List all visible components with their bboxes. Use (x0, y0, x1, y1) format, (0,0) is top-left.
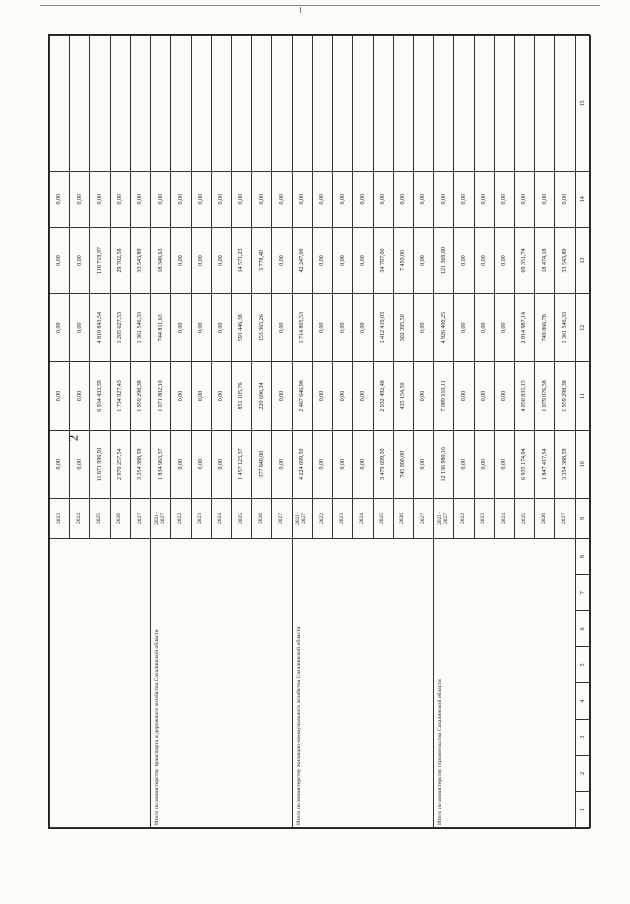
amount-cell-11: 0,00 (272, 362, 292, 430)
amount-cell-13: 0,00 (50, 227, 70, 293)
amount-cell-10: 0,00 (474, 430, 494, 498)
column-15-cell (434, 36, 454, 172)
amount-cell-14: 0,00 (292, 171, 312, 227)
amount-cell-10: 3 354 388,59 (130, 430, 150, 498)
amount-cell-13: 69 351,74 (515, 227, 535, 293)
column-number-15: 15 (575, 36, 590, 172)
amount-cell-11: 0,00 (191, 362, 211, 430)
amount-cell-14: 0,00 (474, 171, 494, 227)
year-cell: 2023 (191, 498, 211, 538)
amount-cell-12: 2 814 987,14 (515, 294, 535, 362)
amount-cell-12: 0,00 (70, 294, 90, 362)
amount-cell-13: 0,00 (191, 227, 211, 293)
amount-cell-14: 0,00 (353, 171, 373, 227)
amount-cell-12: 0,00 (333, 294, 353, 362)
amount-cell-10: 745 000,00 (393, 430, 413, 498)
year-cell: 2024 (353, 498, 373, 538)
amount-cell-13: 18 349,63 (151, 227, 171, 293)
column-15-cell (494, 36, 514, 172)
amount-cell-11: 0,00 (494, 362, 514, 430)
amount-cell-14: 0,00 (373, 171, 393, 227)
amount-cell-12: 0,00 (494, 294, 514, 362)
column-15-cell (70, 36, 90, 172)
budget-table-sheet (48, 34, 590, 829)
amount-cell-10: 6 935 174,04 (515, 430, 535, 498)
amount-cell-13: 0,00 (211, 227, 231, 293)
amount-cell-13: 121 369,80 (434, 227, 454, 293)
table-row (151, 36, 171, 828)
amount-cell-13: 0,00 (70, 227, 90, 293)
amount-cell-13: 0,00 (454, 227, 474, 293)
amount-cell-14: 0,00 (515, 171, 535, 227)
amount-cell-12: 0,00 (50, 294, 70, 362)
amount-cell-14: 0,00 (434, 171, 454, 227)
amount-cell-10: 0,00 (272, 430, 292, 498)
year-cell: 2023 (50, 498, 70, 538)
year-cell: 2026 (110, 498, 130, 538)
amount-cell-11: 7 089 210,11 (434, 362, 454, 430)
amount-cell-12: 0,00 (272, 294, 292, 362)
rotated-table-container (49, 35, 589, 828)
amount-cell-12: 153 365,26 (252, 294, 272, 362)
year-cell: 2026 (535, 498, 555, 538)
amount-cell-10: 0,00 (312, 430, 332, 498)
amount-cell-11: 0,00 (171, 362, 191, 430)
amount-cell-12: 0,00 (312, 294, 332, 362)
amount-cell-14: 0,00 (151, 171, 171, 227)
amount-cell-14: 0,00 (393, 171, 413, 227)
year-cell: 2024 (211, 498, 231, 538)
page-number: 2 (65, 434, 81, 442)
year-cell: 2027 (413, 498, 433, 538)
column-15-cell (252, 36, 272, 172)
amount-cell-14: 0,00 (272, 171, 292, 227)
amount-cell-14: 0,00 (413, 171, 433, 227)
amount-cell-11: 1 079 076,58 (535, 362, 555, 430)
column-number-11: 11 (575, 362, 590, 430)
column-15-cell (272, 36, 292, 172)
amount-cell-11: 4 050 835,15 (515, 362, 535, 430)
amount-cell-11: 1 959 298,38 (555, 362, 575, 430)
amount-cell-12: 1 714 805,53 (292, 294, 312, 362)
amount-cell-14: 0,00 (333, 171, 353, 227)
amount-cell-10: 1 457 123,37 (231, 430, 251, 498)
column-number-12: 12 (575, 294, 590, 362)
column-number-2: 2 (575, 755, 590, 791)
amount-cell-10: 0,00 (333, 430, 353, 498)
amount-cell-13: 29 702,58 (110, 227, 130, 293)
amount-cell-10: 12 136 980,16 (434, 430, 454, 498)
amount-cell-14: 0,00 (454, 171, 474, 227)
amount-cell-13: 3 778,40 (252, 227, 272, 293)
column-15-cell (515, 36, 535, 172)
year-cell: 2021- 2027 (434, 498, 454, 538)
year-cell: 2026 (252, 498, 272, 538)
column-15-cell (312, 36, 332, 172)
amount-cell-10: 0,00 (211, 430, 231, 498)
amount-cell-12: 591 446,38 (231, 294, 251, 362)
column-number-3: 3 (575, 719, 590, 755)
amount-cell-11: 435 154,50 (393, 362, 413, 430)
year-cell: 2021- 2027 (151, 498, 171, 538)
column-15-cell (393, 36, 413, 172)
amount-cell-11: 0,00 (50, 362, 70, 430)
section-continuation-cell (50, 539, 151, 828)
amount-cell-12: 0,00 (353, 294, 373, 362)
column-15-cell (151, 36, 171, 172)
year-cell: 2023 (333, 498, 353, 538)
amount-cell-11: 0,00 (413, 362, 433, 430)
amount-cell-13: 0,00 (171, 227, 191, 293)
column-15-cell (110, 36, 130, 172)
year-cell: 2022 (454, 498, 474, 538)
amount-cell-14: 0,00 (312, 171, 332, 227)
amount-cell-10: 377 840,00 (252, 430, 272, 498)
amount-cell-14: 0,00 (211, 171, 231, 227)
amount-cell-11: 6 934 433,39 (90, 362, 110, 430)
table-row (434, 36, 454, 828)
amount-cell-10: 0,00 (494, 430, 514, 498)
amount-cell-12: 0,00 (191, 294, 211, 362)
amount-cell-10: 1 847 417,54 (535, 430, 555, 498)
budget-table (49, 35, 591, 828)
year-cell: 2027 (555, 498, 575, 538)
column-15-cell (171, 36, 191, 172)
year-cell: 2025 (231, 498, 251, 538)
amount-cell-14: 0,00 (555, 171, 575, 227)
column-number-4: 4 (575, 683, 590, 719)
amount-cell-11: 2 467 646,98 (292, 362, 312, 430)
amount-cell-14: 0,00 (494, 171, 514, 227)
amount-cell-13: 18 474,18 (535, 227, 555, 293)
amount-cell-10: 3 479 699,50 (373, 430, 393, 498)
amount-cell-12: 744 811,63 (151, 294, 171, 362)
column-number-5: 5 (575, 647, 590, 683)
amount-cell-10: 2 970 257,54 (110, 430, 130, 498)
amount-cell-10: 0,00 (413, 430, 433, 498)
section-total-label: Итого по министерству строительства Сахалинской области (434, 539, 576, 828)
amount-cell-14: 0,00 (252, 171, 272, 227)
scan-tick-mark (300, 7, 301, 13)
amount-cell-10: 0,00 (171, 430, 191, 498)
amount-cell-11: 0,00 (333, 362, 353, 430)
column-15-cell (50, 36, 70, 172)
amount-cell-11: 1 734 927,43 (110, 362, 130, 430)
column-15-cell (231, 36, 251, 172)
column-15-cell (333, 36, 353, 172)
amount-cell-12: 0,00 (211, 294, 231, 362)
amount-cell-10: 0,00 (191, 430, 211, 498)
year-cell: 2025 (373, 498, 393, 538)
column-number-9: 9 (575, 498, 590, 538)
amount-cell-13: 42 247,00 (292, 227, 312, 293)
amount-cell-12: 0,00 (474, 294, 494, 362)
column-number-14: 14 (575, 171, 590, 227)
amount-cell-13: 0,00 (494, 227, 514, 293)
column-number-8: 8 (575, 539, 590, 575)
column-15-cell (191, 36, 211, 172)
amount-cell-14: 0,00 (535, 171, 555, 227)
column-15-cell (373, 36, 393, 172)
amount-cell-13: 0,00 (474, 227, 494, 293)
amount-cell-11: 1 071 802,10 (151, 362, 171, 430)
amount-cell-13: 118 719,97 (90, 227, 110, 293)
amount-cell-12: 1 205 627,53 (110, 294, 130, 362)
column-15-cell (130, 36, 150, 172)
year-cell: 2022 (171, 498, 191, 538)
amount-cell-11: 0,00 (70, 362, 90, 430)
amount-cell-12: 0,00 (171, 294, 191, 362)
year-cell: 2025 (515, 498, 535, 538)
amount-cell-14: 0,00 (231, 171, 251, 227)
amount-cell-11: 1 959 298,38 (130, 362, 150, 430)
year-cell: 2026 (393, 498, 413, 538)
year-cell: 2021- 2027 (292, 498, 312, 538)
amount-cell-10: 0,00 (50, 430, 70, 498)
year-cell: 2022 (312, 498, 332, 538)
amount-cell-14: 0,00 (50, 171, 70, 227)
table-body (50, 36, 591, 828)
amount-cell-12: 749 866,78 (535, 294, 555, 362)
amount-cell-14: 0,00 (90, 171, 110, 227)
column-15-cell (555, 36, 575, 172)
amount-cell-12: 4 818 843,54 (90, 294, 110, 362)
column-number-10: 10 (575, 430, 590, 498)
amount-cell-11: 0,00 (211, 362, 231, 430)
year-cell: 2023 (474, 498, 494, 538)
amount-cell-11: 0,00 (353, 362, 373, 430)
amount-cell-14: 0,00 (130, 171, 150, 227)
amount-cell-12: 0,00 (454, 294, 474, 362)
amount-cell-13: 33 543,89 (130, 227, 150, 293)
column-15-cell (535, 36, 555, 172)
year-cell: 2025 (90, 498, 110, 538)
column-number-7: 7 (575, 575, 590, 611)
amount-cell-12: 4 926 400,25 (434, 294, 454, 362)
amount-cell-14: 0,00 (171, 171, 191, 227)
amount-cell-13: 0,00 (413, 227, 433, 293)
column-number-row (575, 36, 590, 828)
amount-cell-13: 0,00 (312, 227, 332, 293)
column-15-cell (474, 36, 494, 172)
amount-cell-11: 0,00 (454, 362, 474, 430)
amount-cell-12: 1 361 546,33 (555, 294, 575, 362)
amount-cell-10: 4 224 699,50 (292, 430, 312, 498)
amount-cell-13: 14 571,23 (231, 227, 251, 293)
amount-cell-11: 0,00 (474, 362, 494, 430)
amount-cell-14: 0,00 (191, 171, 211, 227)
amount-cell-10: 3 354 388,59 (555, 430, 575, 498)
amount-cell-11: 220 696,34 (252, 362, 272, 430)
amount-cell-10: 1 834 963,37 (151, 430, 171, 498)
column-15-cell (353, 36, 373, 172)
amount-cell-14: 0,00 (110, 171, 130, 227)
amount-cell-13: 7 450,00 (393, 227, 413, 293)
amount-cell-12: 1 412 410,03 (373, 294, 393, 362)
scan-top-line (40, 5, 600, 6)
amount-cell-13: 0,00 (333, 227, 353, 293)
amount-cell-13: 0,00 (353, 227, 373, 293)
year-cell: 2024 (494, 498, 514, 538)
year-cell: 2027 (130, 498, 150, 538)
amount-cell-14: 0,00 (70, 171, 90, 227)
year-cell: 2027 (272, 498, 292, 538)
table-row (50, 36, 70, 828)
column-number-6: 6 (575, 611, 590, 647)
amount-cell-10: 11 871 996,91 (90, 430, 110, 498)
amount-cell-13: 0,00 (272, 227, 292, 293)
column-number-13: 13 (575, 227, 590, 293)
amount-cell-12: 0,00 (413, 294, 433, 362)
amount-cell-13: 34 797,00 (373, 227, 393, 293)
column-15-cell (90, 36, 110, 172)
column-15-cell (292, 36, 312, 172)
amount-cell-11: 2 032 492,48 (373, 362, 393, 430)
amount-cell-11: 0,00 (312, 362, 332, 430)
section-total-label: Итого по министерству жилищно-коммунального хозяйства Сахалинской области (292, 539, 434, 828)
amount-cell-10: 0,00 (454, 430, 474, 498)
column-15-cell (211, 36, 231, 172)
section-total-label: Итого по министерству транспорта и дорожного хозяйства Сахалинской области (151, 539, 293, 828)
amount-cell-10: 0,00 (70, 430, 90, 498)
column-15-cell (454, 36, 474, 172)
year-cell: 2024 (70, 498, 90, 538)
amount-cell-13: 33 543,89 (555, 227, 575, 293)
amount-cell-10: 0,00 (353, 430, 373, 498)
amount-cell-12: 302 395,50 (393, 294, 413, 362)
column-15-cell (413, 36, 433, 172)
amount-cell-12: 1 361 546,33 (130, 294, 150, 362)
amount-cell-11: 851 105,76 (231, 362, 251, 430)
table-row (292, 36, 312, 828)
column-number-1: 1 (575, 791, 590, 827)
